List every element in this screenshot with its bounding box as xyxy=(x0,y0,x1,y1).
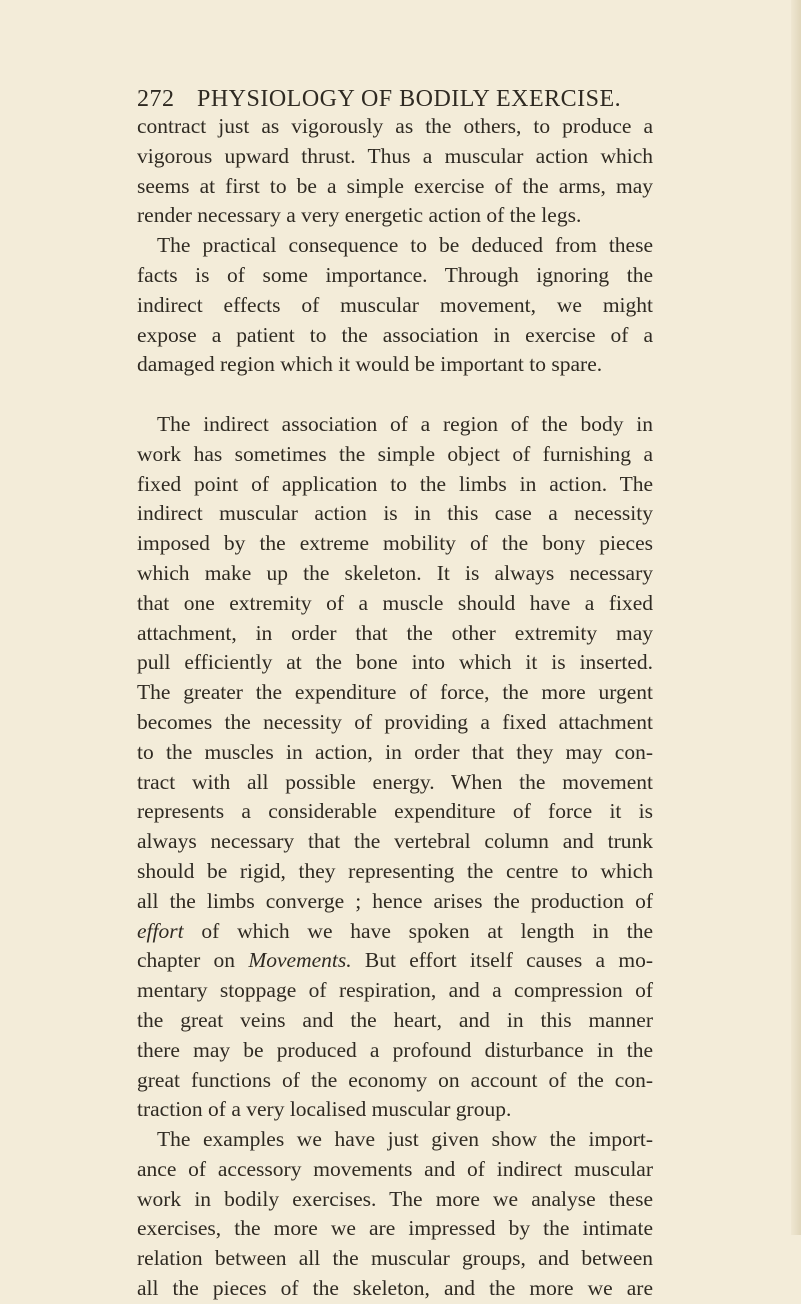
text-line: all the pieces of the skeleton, and the more we are xyxy=(137,1276,653,1301)
text-line: should be rigid, they representing the centre to which xyxy=(137,858,653,883)
page-number: 272 xyxy=(137,86,175,112)
italic-word-effort: effort xyxy=(137,918,184,943)
text-line: exercises, the more we are impressed by the intimate xyxy=(137,1216,653,1241)
text-line: The practical consequence to be deduced from these xyxy=(157,233,653,258)
paragraph-gap xyxy=(137,380,653,410)
text-line: seems at first to be a simple exercise of the arms, may xyxy=(137,173,653,198)
italic-chapter-title: Movements. xyxy=(248,948,352,973)
text-line: The examples we have just given show the import- xyxy=(157,1127,653,1152)
text-line: which make up the skeleton. It is always necessary xyxy=(137,560,653,585)
text-line: work has sometimes the simple object of furnishing a xyxy=(137,441,653,466)
line-prefix: chapter on xyxy=(137,948,249,973)
text-line: represents a considerable expenditure of force it is xyxy=(137,799,653,824)
text-line: the great veins and the heart, and in this manner xyxy=(137,1007,653,1032)
text-line: The indirect association of a region of the body in xyxy=(157,411,653,436)
text-line: great functions of the economy on account of the con- xyxy=(137,1067,653,1092)
line-rest: of which we have spoken at length in the xyxy=(183,918,653,943)
text-line: facts is of some importance. Through ignoring the xyxy=(137,262,653,287)
text-line: attachment, in order that the other extremity may xyxy=(137,620,653,645)
text-line: indirect effects of muscular movement, we might xyxy=(137,292,653,317)
page-edge xyxy=(791,0,801,1235)
text-line: mentary stoppage of respiration, and a compression of xyxy=(137,978,653,1003)
text-line: to the muscles in action, in order that they may con- xyxy=(137,739,653,764)
running-head: PHYSIOLOGY OF BODILY EXERCISE. xyxy=(197,86,622,112)
text-line: always necessary that the vertebral column and trunk xyxy=(137,829,653,854)
text-line: traction of a very localised muscular group. xyxy=(137,1097,512,1122)
text-line: indirect muscular action is in this case a necessity xyxy=(137,501,653,526)
text-line: The greater the expenditure of force, the more urgent xyxy=(137,680,653,705)
text-line: ance of accessory movements and of indirect muscular xyxy=(137,1156,653,1181)
text-line: that one extremity of a muscle should have a fixed xyxy=(137,590,653,615)
text-line-with-italic xyxy=(137,917,653,947)
text-line: fixed point of application to the limbs in action. The xyxy=(137,471,653,496)
text-line: there may be produced a profound disturbance in the xyxy=(137,1037,653,1062)
text-line: relation between all the muscular groups, and between xyxy=(137,1246,653,1271)
text-line: damaged region which it would be important to spare. xyxy=(137,352,603,377)
body-text xyxy=(137,112,653,1304)
text-line: vigorous upward thrust. Thus a muscular action which xyxy=(137,143,653,168)
text-line: expose a patient to the association in exercise of a xyxy=(137,322,653,347)
text-line: imposed by the extreme mobility of the bony pieces xyxy=(137,531,653,556)
text-line: render necessary a very energetic action of the legs. xyxy=(137,203,582,228)
text-line: work in bodily exercises. The more we analyse these xyxy=(137,1186,653,1211)
text-line: contract just as vigorously as the others, to produce a xyxy=(137,114,653,138)
text-line: pull efficiently at the bone into which it is inserted. xyxy=(137,650,653,675)
text-line: all the limbs converge ; hence arises the production of xyxy=(137,888,653,913)
text-line: tract with all possible energy. When the movement xyxy=(137,769,653,794)
text-line: becomes the necessity of providing a fixed attachment xyxy=(137,709,653,734)
text-line-with-italic xyxy=(137,946,653,976)
line-rest: But effort itself causes a mo- xyxy=(351,948,653,973)
